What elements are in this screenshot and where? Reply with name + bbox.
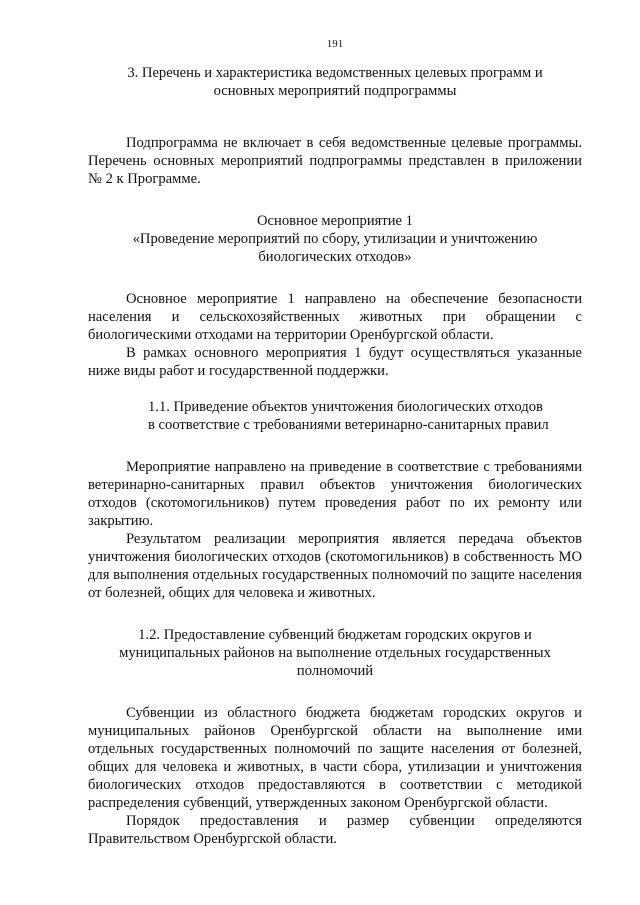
measure-1-heading: [88, 212, 582, 266]
subsection-1-1-heading-line-2: в соответствие с требованиями ветеринарно-санитарных правил: [148, 417, 549, 433]
section-3-heading: [88, 64, 582, 100]
measure-1-heading-line-1: Основное мероприятие 1: [257, 213, 413, 229]
subsection-1-2-heading-line-3: полномочий: [296, 663, 374, 679]
section-3-title-line-2: основных мероприятий подпрограммы: [213, 83, 457, 99]
page-number: 191: [326, 38, 344, 50]
subsection-1-1-paragraph-2: Результатом реализации мероприятия является передача объектов уничтожения биологических отходов (скотомогильников) в собственность МО для выполнения отдельных государственных полномочий по защите населения от болезней, общих для человека и животных.: [88, 531, 582, 601]
measure-1-heading-line-2: «Проведение мероприятий по сбору, утилизации и уничтожению: [132, 231, 538, 247]
measure-1-paragraph-1: Основное мероприятие 1 направлено на обеспечение безопасности населения и сельскохозяйственных животных при обращении с биологическими отходами на территории Оренбургской области.: [88, 291, 582, 343]
subsection-1-1-heading-line-1: 1.1. Приведение объектов уничтожения биологических отходов: [148, 399, 543, 415]
subsection-1-2-heading-line-1: 1.2. Предоставление субвенций бюджетам городских округов и: [138, 627, 532, 643]
subsection-1-2-paragraph-1: Субвенции из областного бюджета бюджетам городских округов и муниципальных районов Оренбургской области на выполнение ими отдельных государственных полномочий по защите населения от болезней, общих для человека и животных, в части сбора, утилизации и уничтожения биологических отходов предоставляются в соответствии с методикой распределения субвенций, утвержденных законом Оренбургской области.: [88, 705, 582, 811]
section-3-title-line-1: 3. Перечень и характеристика ведомственных целевых программ и: [127, 65, 543, 81]
subsection-1-1-heading: [88, 398, 582, 434]
measure-1-paragraph-2: В рамках основного мероприятия 1 будут осуществляться указанные ниже виды работ и государственной поддержки.: [88, 345, 582, 379]
subsection-1-2-heading-line-2: муниципальных районов на выполнение отдельных государственных: [119, 645, 551, 661]
subsection-1-2-heading: [88, 626, 582, 680]
subsection-1-1-paragraph-1: Мероприятие направлено на приведение в соответствие с требованиями ветеринарно-санитарных правил объектов уничтожения биологических отходов (скотомогильников) путем проведения работ по их ремонту или закрытию.: [88, 459, 582, 529]
intro-paragraph: Подпрограмма не включает в себя ведомственные целевые программы. Перечень основных мероприятий подпрограммы представлен в приложении № 2 к Программе.: [88, 135, 582, 187]
measure-1-heading-line-3: биологических отходов»: [258, 249, 412, 265]
subsection-1-2-paragraph-2: Порядок предоставления и размер субвенции определяются Правительством Оренбургской области.: [88, 813, 582, 847]
